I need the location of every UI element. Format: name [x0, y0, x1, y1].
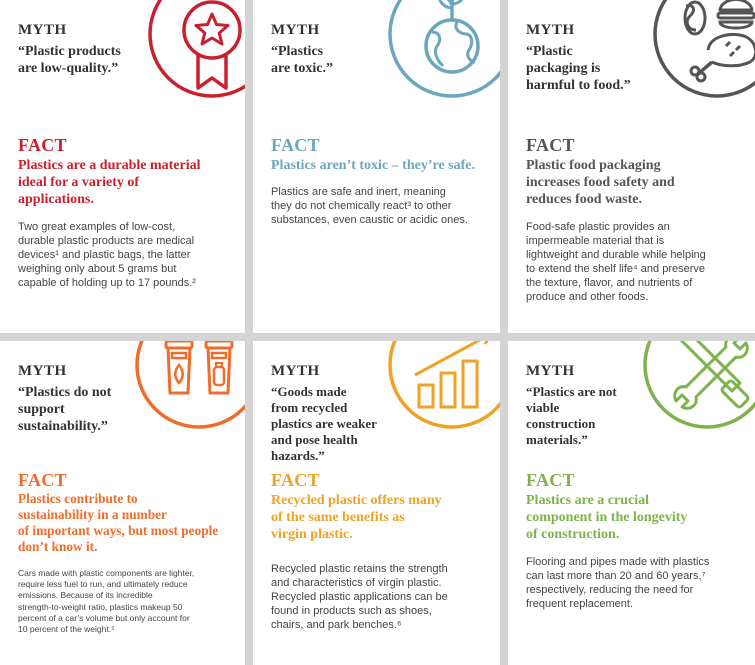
fact-label: FACT	[271, 470, 320, 490]
card-food-packaging	[508, 0, 755, 333]
fact-body: Two great examples of low-cost, durable plastic products are medical devices¹ and plastic bags, the latter weighing only about 5 grams but capable of holding up to 17 pounds.²	[18, 221, 196, 289]
myth-quote: “Plastic products are low-quality.”	[18, 44, 121, 76]
myth-label: MYTH	[18, 363, 67, 379]
fact-body: Cars made with plastic components are lighter, require less fuel to run, and ultimately reduce emissions. Because of its incredible strength-to-weight ratio, plastics makeup 50 percent of a car’s volume but only account for 10 percent of the weight.⁵	[18, 568, 195, 635]
fact-headline: Plastic food packaging increases food safety and reduces food waste.	[526, 158, 675, 207]
myth-label: MYTH	[271, 363, 320, 379]
fact-label: FACT	[18, 470, 67, 490]
card-low-quality	[0, 0, 245, 333]
tools-icon	[640, 341, 755, 435]
fact-headline: Plastics contribute to sustainability in a number of important ways, but most people don’t know it.	[18, 491, 219, 554]
fact-headline: Recycled plastic offers many of the same benefits as virgin plastic.	[271, 493, 442, 542]
card-recycled	[253, 341, 500, 665]
card-construction	[508, 341, 755, 665]
myth-quote: “Plastics do not support sustainability.”	[18, 385, 112, 434]
fact-headline: Plastics are a durable material ideal for a variety of applications.	[18, 158, 201, 207]
fact-label: FACT	[18, 135, 67, 155]
fact-body: Food-safe plastic provides an impermeable material that is lightweight and durable while helping to extend the shelf life⁴ and preserve the texture, flavor, and nutrients of produce and other foods.	[526, 221, 706, 303]
fact-label: FACT	[526, 470, 575, 490]
fact-headline: Plastics are a crucial component in the longevity of construction.	[526, 493, 688, 542]
ribbon-star-icon	[146, 0, 245, 104]
growth-chart-icon	[385, 341, 500, 435]
card-toxic	[253, 0, 500, 333]
fact-body: Plastics are safe and inert, meaning they do not chemically react³ to other substances, even caustic or acidic ones.	[271, 186, 468, 226]
fact-headline: Plastics aren’t toxic – they’re safe.	[271, 158, 475, 173]
food-icon	[650, 0, 755, 104]
recycling-bins-icon	[132, 341, 245, 435]
myth-label: MYTH	[526, 22, 575, 38]
myth-label: MYTH	[271, 22, 320, 38]
myth-label: MYTH	[526, 363, 575, 379]
myth-quote: “Plastics are toxic.”	[271, 44, 333, 76]
card-sustainability	[0, 341, 245, 665]
myth-quote: “Plastic packaging is harmful to food.”	[526, 44, 631, 93]
fact-label: FACT	[271, 135, 320, 155]
globe-sprout-icon	[385, 0, 500, 104]
fact-body: Flooring and pipes made with plastics can last more than 20 and 60 years,⁷ respectively, reducing the need for frequent replacement.	[526, 556, 710, 610]
myth-quote: “Plastics are not viable construction materials.”	[526, 384, 617, 447]
myth-quote: “Goods made from recycled plastics are weaker and pose health hazards.”	[271, 384, 377, 463]
fact-body: Recycled plastic retains the strength and characteristics of virgin plastic. Recycled plastic applications can be found in products such as shoes, chairs, and park benches.⁶	[271, 563, 448, 631]
myth-label: MYTH	[18, 22, 67, 38]
fact-label: FACT	[526, 135, 575, 155]
